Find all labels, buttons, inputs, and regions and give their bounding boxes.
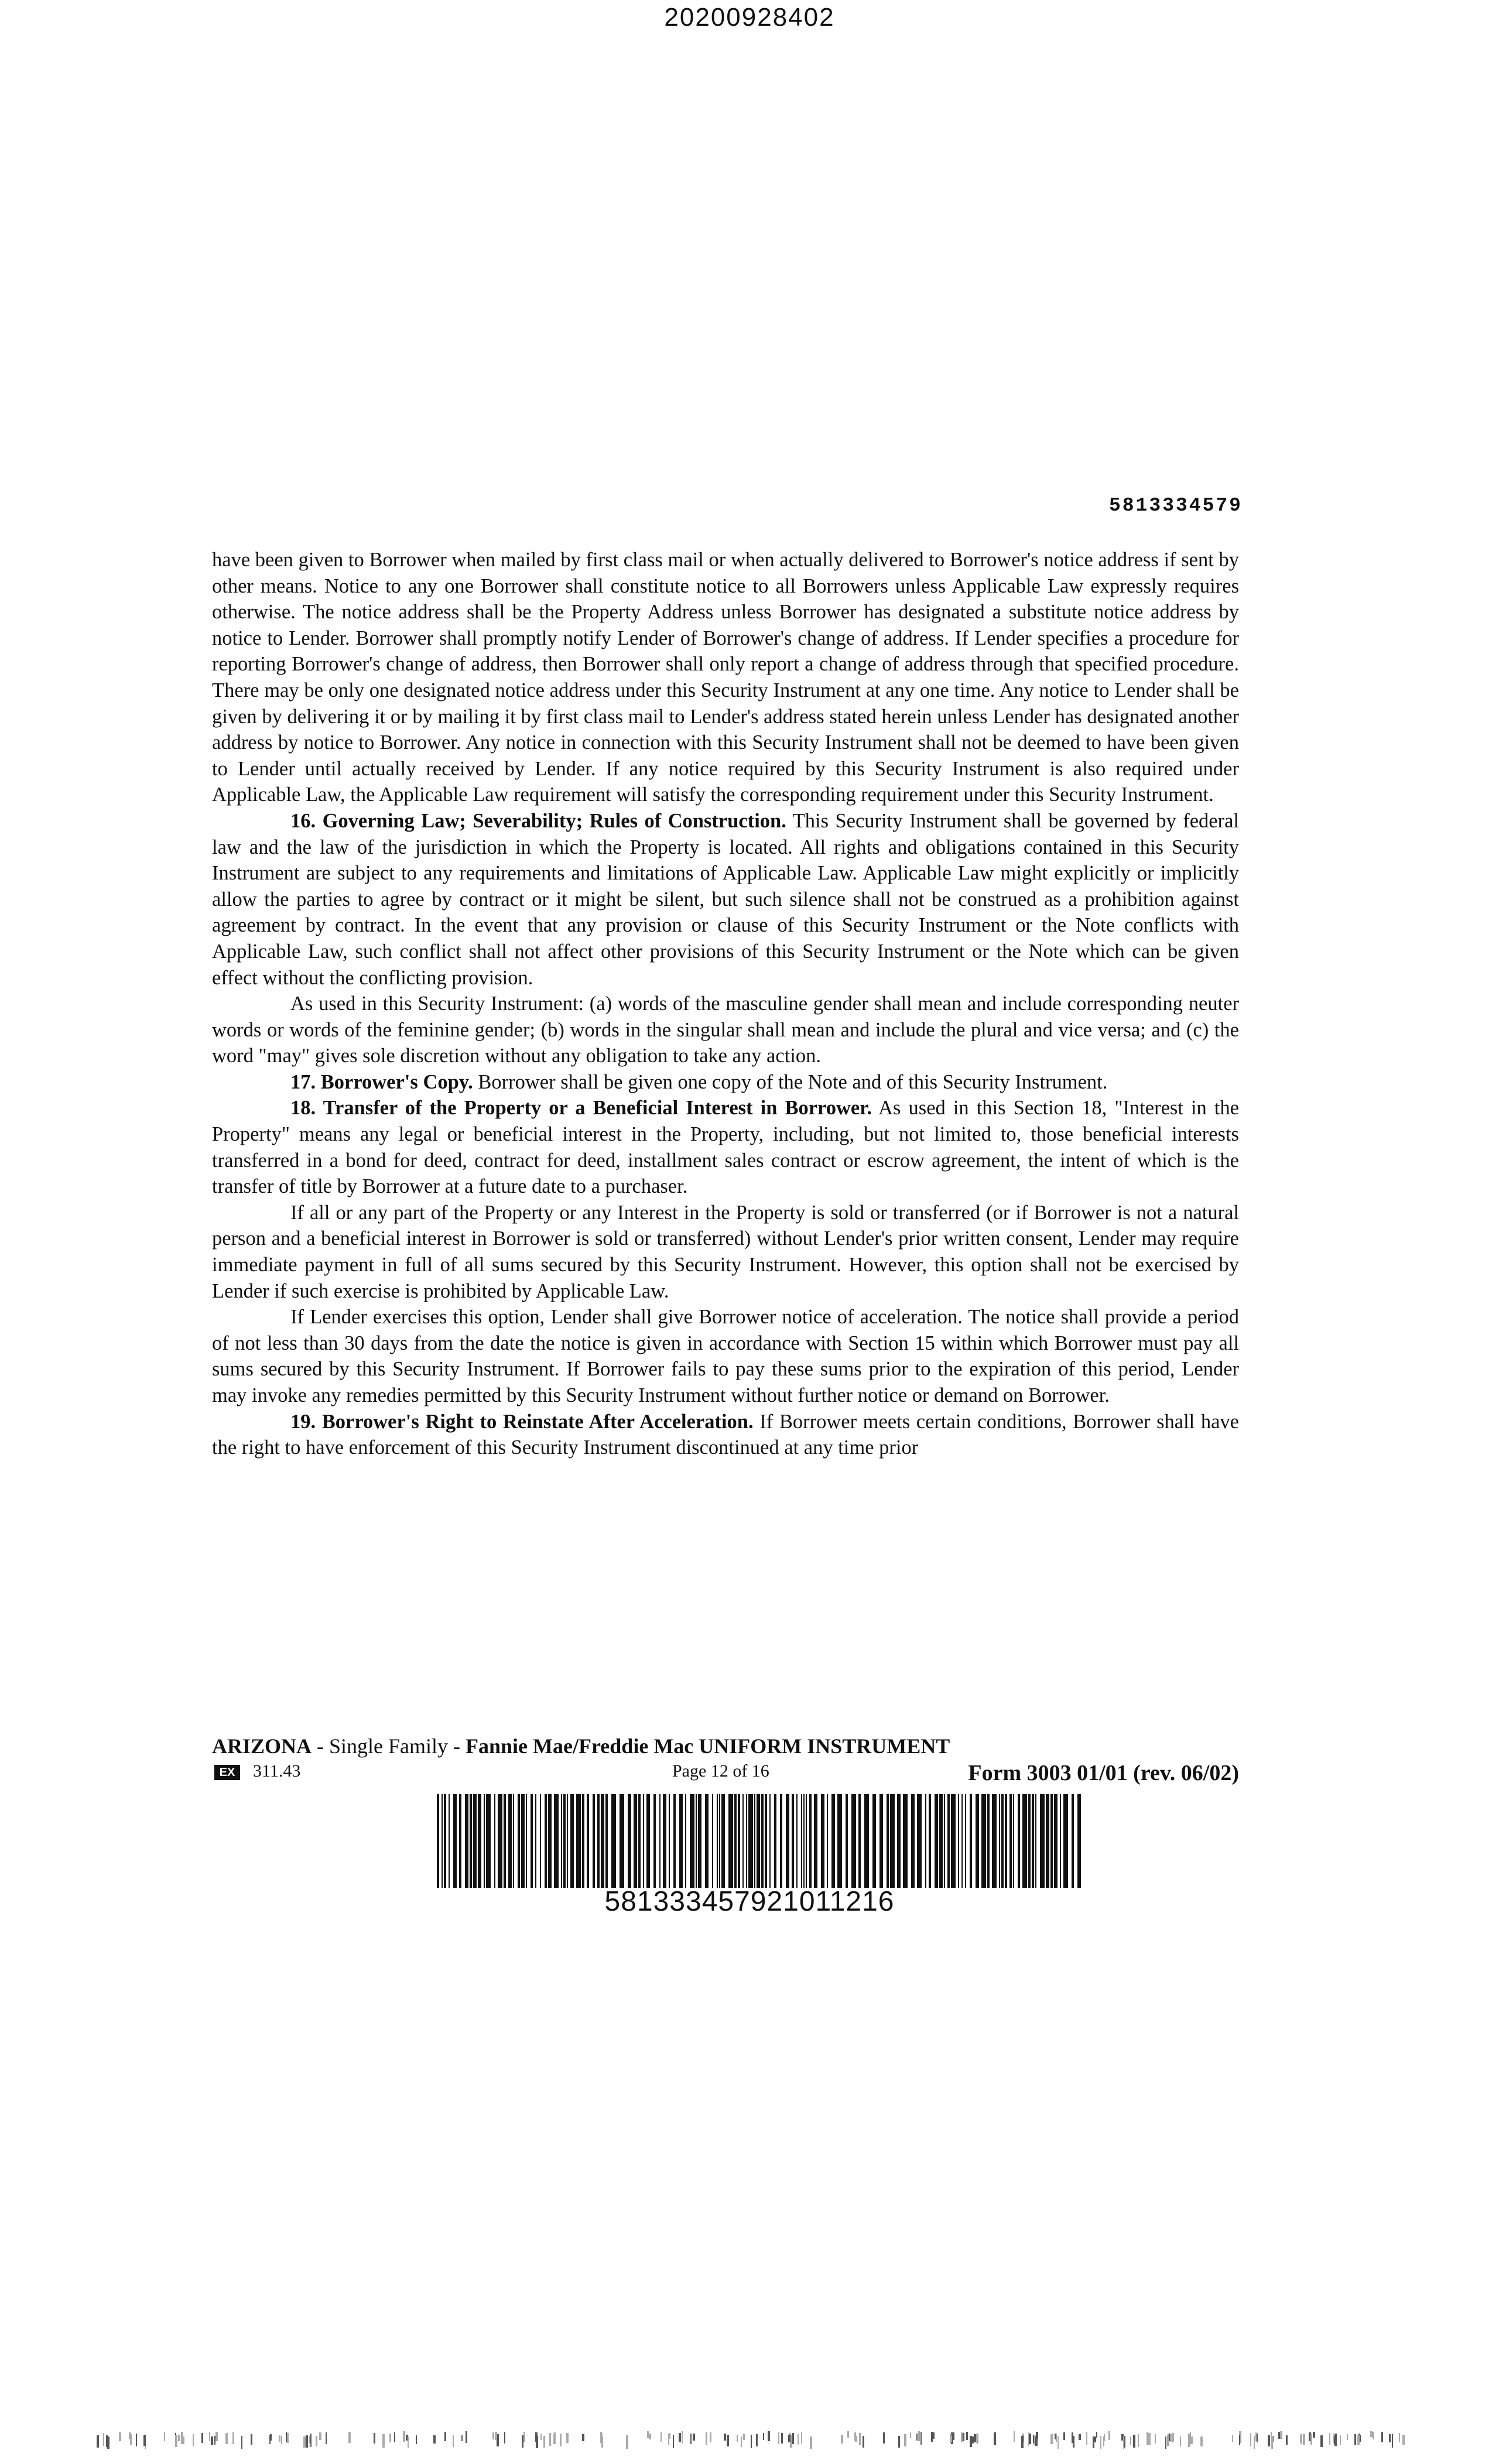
paragraph-transfer	[212, 1200, 1239, 1304]
paragraph-section-17	[212, 1069, 1239, 1096]
ex-logo-icon: EX	[214, 1765, 240, 1780]
recording-number: 20200928402	[664, 3, 835, 32]
paragraph-section-18	[212, 1095, 1239, 1199]
paragraph-text: have been given to Borrower when mailed by first class mail or when actually delivered to Borrower's notice address if sent by other means. Notice to any one Borrower shall constitute notice to all Borrowers unless Applicable Law expressly requires otherwise. The notice address shall be the Property Address unless Borrower has designated a substitute notice address by notice to Lender. Borrower shall promptly notify Lender of Borrower's change of address. If Lender specifies a procedure for reporting Borrower's change of address, then Borrower shall only report a change of address through that specified procedure. There may be only one designated notice address under this Security Instrument at any one time. Any notice to Lender shall be given by delivering it or by mailing it by first class mail to Lender's address stated herein unless Lender has designated another address by notice to Borrower. Any notice in connection with this Security Instrument shall not be deemed to have been given to Lender until actually received by Lender. If any notice required by this Security Instrument is also required under Applicable Law, the Applicable Law requirement will satisfy the corresponding requirement under this Security Instrument.	[212, 549, 1239, 806]
paragraph-acceleration	[212, 1304, 1239, 1408]
paragraph-text: This Security Instrument shall be governed by federal law and the law of the jurisdiction in which the Property is located. All rights and obligations contained in this Security Instrument are subject to any requirements and limitations of Applicable Law. Applicable Law might explicitly or implicitly allow the parties to agree by contract or it might be silent, but such silence shall not be construed as a prohibition against agreement by contract. In the event that any provision or clause of this Security Instrument or the Note conflicts with Applicable Law, such conflict shall not affect other provisions of this Security Instrument or the Note which can be given effect without the conflicting provision.	[212, 809, 1240, 989]
footer-instrument: Fannie Mae/Freddie Mac UNIFORM INSTRUMENT	[466, 1734, 950, 1758]
section-heading: 18. Transfer of the Property or a Beneficial Interest in Borrower.	[290, 1097, 872, 1120]
paragraph-section-16	[212, 808, 1239, 991]
footer-separator: - Single Family -	[312, 1734, 466, 1758]
paragraph-text: Borrower shall be given one copy of the Note and of this Security Instrument.	[473, 1070, 1108, 1093]
form-code: 311.43	[253, 1761, 301, 1781]
paragraph-construction	[212, 991, 1239, 1069]
paragraph-text: As used in this Security Instrument: (a) words of the masculine gender shall mean and include corresponding neuter words or words of the feminine gender; (b) words in the singular shall mean and include the plural and vice versa; and (c) the word "may" gives sole discretion without any obligation to take any action.	[212, 993, 1239, 1067]
document-body	[212, 547, 1239, 1461]
footer-title	[212, 1733, 1239, 1759]
section-heading: 19. Borrower's Right to Reinstate After Acceleration.	[290, 1410, 754, 1433]
barcode-number: 581333457921011216	[604, 1886, 895, 1917]
barcode-icon	[437, 1794, 1081, 1888]
loan-number: 5813334579	[1108, 495, 1243, 516]
section-heading: 16. Governing Law; Severability; Rules of Construction.	[290, 809, 786, 832]
page-number: Page 12 of 16	[672, 1761, 769, 1781]
footer-state: ARIZONA	[212, 1734, 312, 1758]
paragraph-text: If Borrower meets certain conditions, Borrower shall have the right to have enforcement of this Security Instrument discontinued at any time prior	[212, 1410, 1239, 1459]
scan-noise-strip	[94, 2431, 1405, 2449]
paragraph-text: If Lender exercises this option, Lender shall give Borrower notice of acceleration. The notice shall provide a period of not less than 30 days from the date the notice is given in accordance with Section 15 within which Borrower must pay all sums secured by this Security Instrument. If Borrower fails to pay these sums prior to the expiration of this period, Lender may invoke any remedies permitted by this Security Instrument without further notice or demand on Borrower.	[212, 1306, 1239, 1406]
section-heading: 17. Borrower's Copy.	[290, 1070, 473, 1093]
paragraph-notice-continued	[212, 547, 1239, 808]
footer-meta	[212, 1760, 1239, 1786]
form-footer	[212, 1733, 1239, 1786]
paragraph-section-19	[212, 1409, 1239, 1461]
paragraph-text: If all or any part of the Property or any Interest in the Property is sold or transferred (or if Borrower is not a natural person and a beneficial interest in Borrower is sold or transferred) without Lender's prior written consent, Lender may require immediate payment in full of all sums secured by this Security Instrument. However, this option shall not be exercised by Lender if such exercise is prohibited by Applicable Law.	[212, 1201, 1239, 1302]
paragraph-text: As used in this Section 18, "Interest in the Property" means any legal or beneficial interest in the Property, including, but not limited to, those beneficial interests transferred in a bond for deed, contract for deed, installment sales contract or escrow agreement, the intent of which is the transfer of title by Borrower at a future date to a purchaser.	[212, 1097, 1239, 1198]
form-id: Form 3003 01/01 (rev. 06/02)	[968, 1761, 1239, 1785]
